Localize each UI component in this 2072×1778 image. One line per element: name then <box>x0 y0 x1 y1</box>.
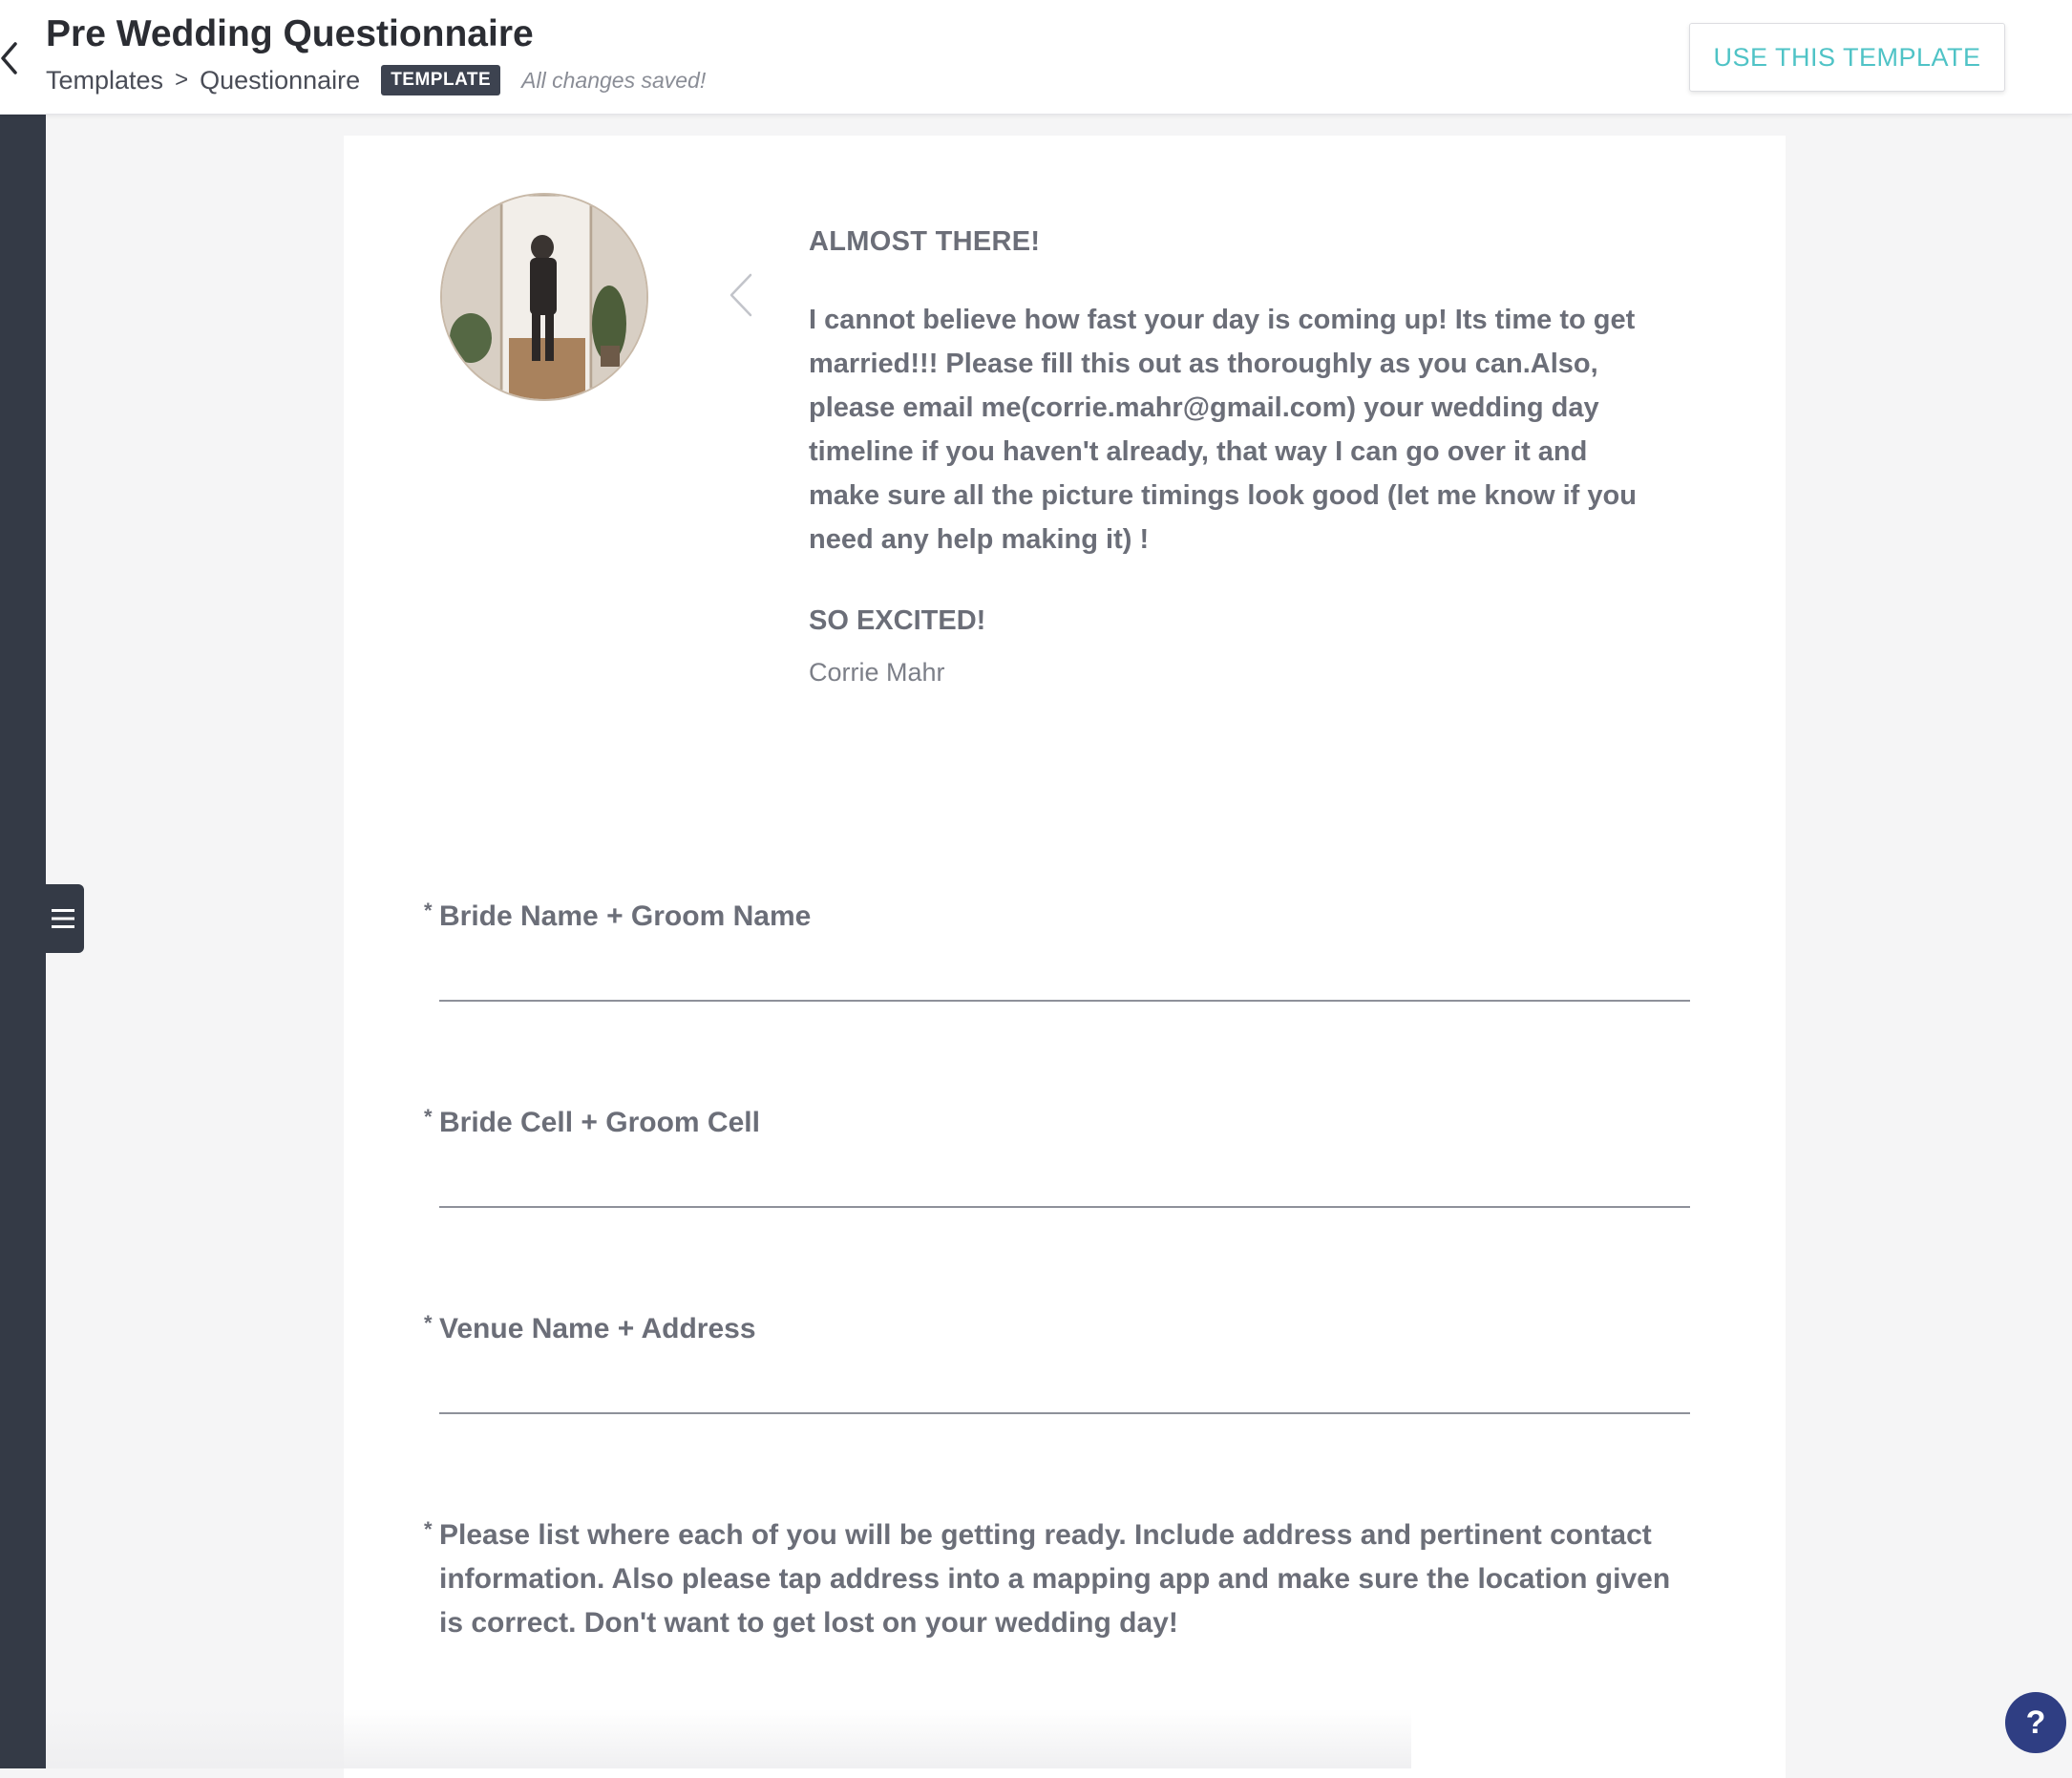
breadcrumb-questionnaire[interactable]: Questionnaire <box>200 65 361 95</box>
hamburger-menu-icon <box>51 905 75 932</box>
question-venue <box>424 1307 1684 1414</box>
intro-signoff: SO EXCITED! <box>809 605 986 636</box>
bride-groom-cell-input[interactable] <box>439 1172 1690 1208</box>
bride-groom-name-input[interactable] <box>439 965 1690 1002</box>
use-template-button[interactable]: USE THIS TEMPLATE <box>1689 23 2005 92</box>
questionnaire-card <box>344 136 1786 1778</box>
photographer-avatar <box>440 193 648 401</box>
template-badge: TEMPLATE <box>381 65 500 95</box>
chevron-left-icon <box>726 271 758 319</box>
left-sidebar-rail <box>0 115 46 1768</box>
chevron-left-icon <box>0 41 19 75</box>
intro-message <box>809 226 1649 688</box>
intro-body: I cannot believe how fast your day is coming up! Its time to get married!!! Please fill this out as thoroughly as you can.Also, please email me(corrie.mahr@gmail.com) your wedding day timeline if you haven't already, that way I can go over it and make sure all the picture timings look good (let me know if you need any help making it) ! <box>809 305 1637 555</box>
breadcrumb-templates[interactable]: Templates <box>46 65 164 95</box>
question-bride-groom-name <box>424 895 1684 1002</box>
sidebar-toggle-button[interactable] <box>42 884 84 953</box>
question-label: Bride Cell + Groom Cell <box>439 1107 760 1138</box>
required-marker: * <box>424 1517 433 1541</box>
save-status: All changes saved! <box>521 67 707 93</box>
back-button[interactable] <box>0 34 25 82</box>
question-bride-groom-cell <box>424 1101 1684 1208</box>
question-getting-ready-locations <box>424 1513 1684 1645</box>
breadcrumb-separator: > <box>175 67 189 93</box>
question-label: Please list where each of you will be getting ready. Include address and pertinent contact information. Also please tap address into a mapping app and make sure the location given is correct. Don't want to get lost on your wedding day! <box>439 1519 1671 1639</box>
help-button[interactable]: ? <box>2005 1692 2066 1753</box>
carousel-prev-button[interactable] <box>726 271 758 319</box>
intro-heading: ALMOST THERE! <box>809 226 1041 257</box>
required-marker: * <box>424 1105 433 1129</box>
required-marker: * <box>424 1311 433 1335</box>
required-marker: * <box>424 899 433 922</box>
top-header <box>0 0 2072 115</box>
question-label: Bride Name + Groom Name <box>439 900 812 932</box>
avatar-photo <box>442 195 648 401</box>
venue-input[interactable] <box>439 1378 1690 1414</box>
breadcrumb <box>46 63 706 97</box>
intro-signature: Corrie Mahr <box>809 658 945 687</box>
question-label: Venue Name + Address <box>439 1313 756 1344</box>
page-title: Pre Wedding Questionnaire <box>46 13 534 54</box>
